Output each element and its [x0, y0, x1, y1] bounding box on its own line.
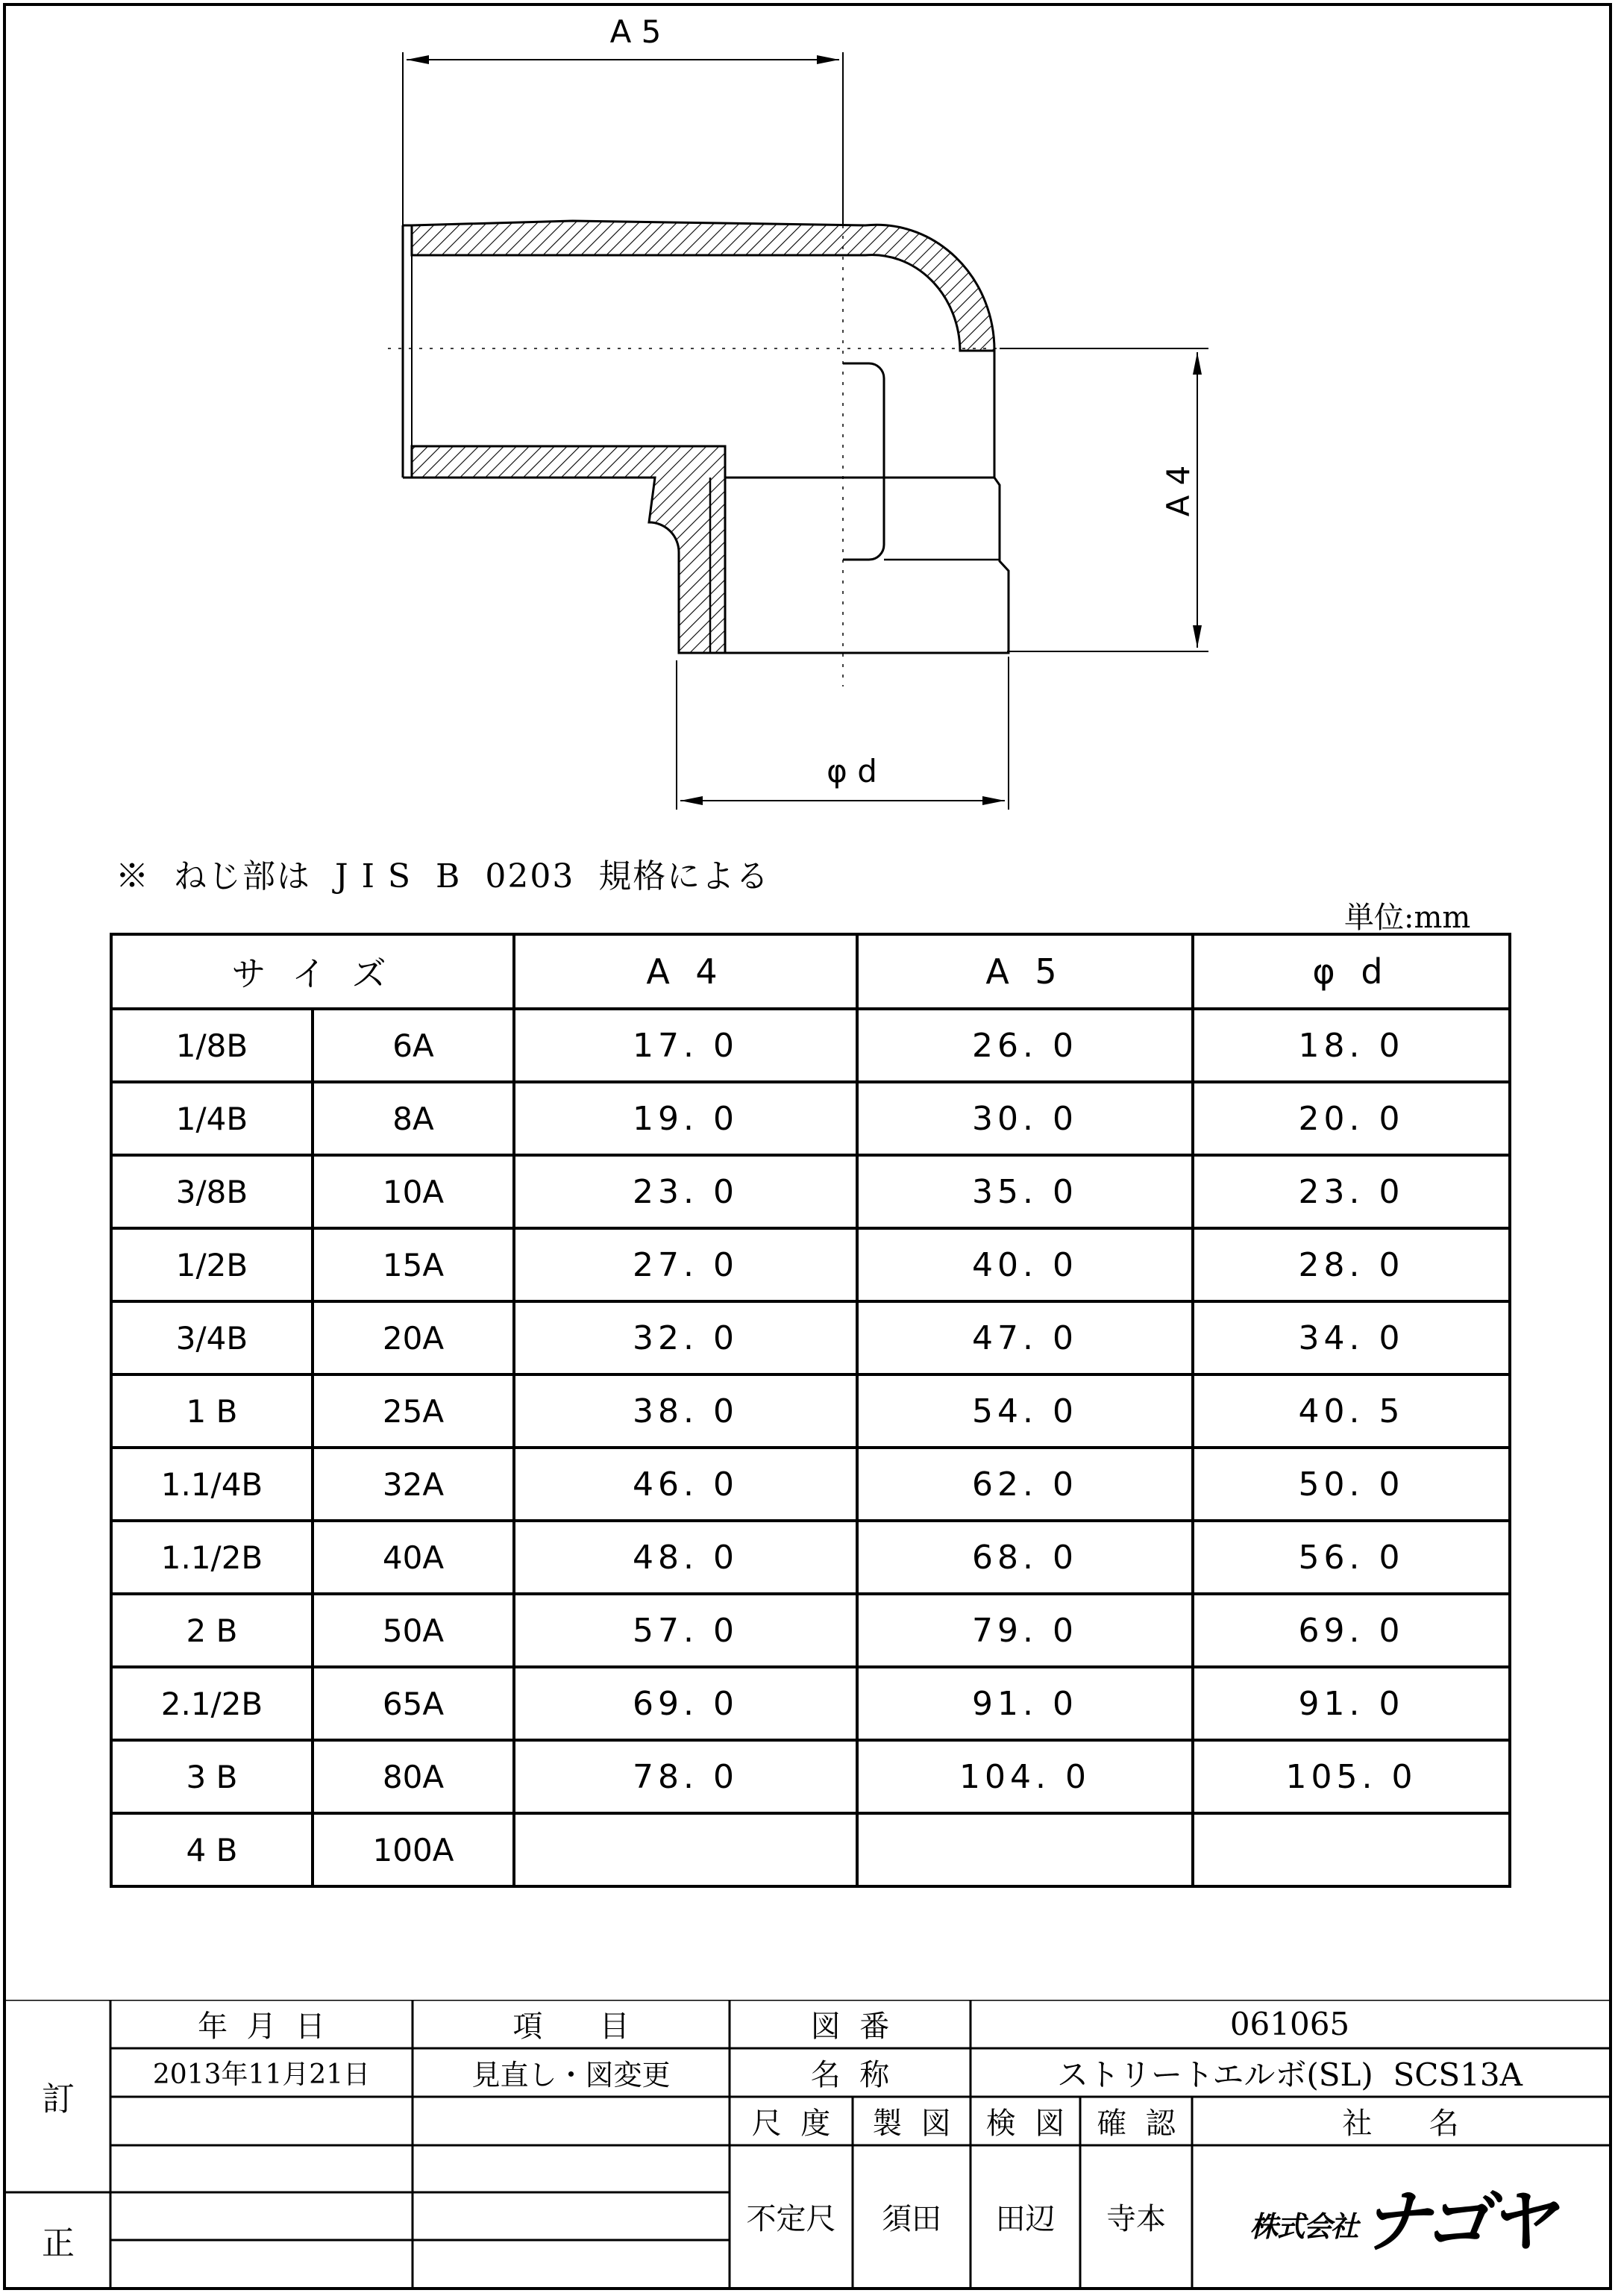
approved-label: 確 認: [1097, 2106, 1176, 2141]
size-mm-cell: 50A: [313, 1594, 514, 1667]
value-a5-cell: [857, 1813, 1193, 1886]
drawn-by: 須田: [882, 2201, 941, 2236]
value-d-cell: 20. 0: [1193, 1082, 1510, 1155]
revision-label-top: 訂: [42, 2080, 75, 2118]
company-label: 社 名: [1342, 2106, 1459, 2141]
company-logo-small: 株式会社: [1249, 2209, 1358, 2243]
table-row: [111, 1448, 1510, 1521]
size-inch-cell: 1.1/4B: [111, 1448, 313, 1521]
dim-d-label: φ d: [827, 753, 877, 789]
scale-label: 尺 度: [751, 2106, 831, 2141]
drawing-number: 061065: [1229, 2006, 1350, 2042]
value-a4-cell: 38. 0: [514, 1374, 857, 1448]
value-a4-cell: [514, 1813, 857, 1886]
value-a5-cell: 79. 0: [857, 1594, 1193, 1667]
size-mm-cell: 25A: [313, 1374, 514, 1448]
value-d-cell: 56. 0: [1193, 1521, 1510, 1594]
value-a5-cell: 91. 0: [857, 1667, 1193, 1740]
product-name: ストリートエルボ(SL) SCS13A: [1057, 2056, 1523, 2093]
value-a4-cell: 78. 0: [514, 1740, 857, 1813]
value-d-cell: 91. 0: [1193, 1667, 1510, 1740]
scale-value: 不定尺: [746, 2201, 836, 2236]
size-inch-cell: 2.1/2B: [111, 1667, 313, 1740]
value-d-cell: 69. 0: [1193, 1594, 1510, 1667]
table-row: [111, 1521, 1510, 1594]
value-a5-cell: 47. 0: [857, 1301, 1193, 1374]
elbow-cross-section-drawing: [0, 0, 1618, 836]
name-label: 名 称: [810, 2058, 890, 2092]
revision-item: 見直し・図変更: [471, 2059, 671, 2092]
table-row: [111, 1813, 1510, 1886]
size-inch-cell: 1/4B: [111, 1082, 313, 1155]
value-a4-cell: 23. 0: [514, 1155, 857, 1228]
size-mm-cell: 65A: [313, 1667, 514, 1740]
value-a5-cell: 62. 0: [857, 1448, 1193, 1521]
table-row: [111, 1667, 1510, 1740]
size-inch-cell: 3 B: [111, 1740, 313, 1813]
revision-date: 2013年11月21日: [152, 2059, 371, 2090]
drawing-number-label: 図 番: [810, 2009, 890, 2044]
table-row: [111, 1228, 1510, 1301]
value-a5-cell: 104. 0: [857, 1740, 1193, 1813]
unit-label: 単位:mm: [1344, 901, 1471, 935]
value-a4-cell: 32. 0: [514, 1301, 857, 1374]
size-inch-cell: 4 B: [111, 1813, 313, 1886]
dim-a5-label: A 5: [609, 13, 662, 50]
value-a5-cell: 68. 0: [857, 1521, 1193, 1594]
value-a4-cell: 17. 0: [514, 1009, 857, 1082]
value-d-cell: 18. 0: [1193, 1009, 1510, 1082]
checked-by: 田辺: [995, 2201, 1056, 2236]
value-a4-cell: 57. 0: [514, 1594, 857, 1667]
value-d-cell: 23. 0: [1193, 1155, 1510, 1228]
value-a5-cell: 26. 0: [857, 1009, 1193, 1082]
value-d-cell: 28. 0: [1193, 1228, 1510, 1301]
size-mm-cell: 32A: [313, 1448, 514, 1521]
size-inch-cell: 1 B: [111, 1374, 313, 1448]
value-a4-cell: 48. 0: [514, 1521, 857, 1594]
size-mm-cell: 6A: [313, 1009, 514, 1082]
size-inch-cell: 1.1/2B: [111, 1521, 313, 1594]
value-a5-cell: 30. 0: [857, 1082, 1193, 1155]
value-a5-cell: 35. 0: [857, 1155, 1193, 1228]
size-mm-cell: 20A: [313, 1301, 514, 1374]
value-d-cell: 34. 0: [1193, 1301, 1510, 1374]
value-a4-cell: 27. 0: [514, 1228, 857, 1301]
col-header-d: φ d: [1193, 934, 1510, 1009]
company-logo: [1192, 2145, 1609, 2287]
dimension-table: [110, 933, 1511, 1888]
table-row: [111, 1374, 1510, 1448]
value-a4-cell: 46. 0: [514, 1448, 857, 1521]
size-inch-cell: 1/2B: [111, 1228, 313, 1301]
title-block: [6, 2000, 1609, 2287]
size-mm-cell: 15A: [313, 1228, 514, 1301]
table-row: [111, 1594, 1510, 1667]
dim-a4-label: A 4: [1160, 465, 1197, 517]
table-row: [111, 1301, 1510, 1374]
size-mm-cell: 80A: [313, 1740, 514, 1813]
revision-label-bottom: 正: [42, 2224, 75, 2262]
table-row: [111, 1740, 1510, 1813]
value-d-cell: 50. 0: [1193, 1448, 1510, 1521]
company-logo-large: ナゴヤ: [1361, 2182, 1552, 2262]
value-a5-cell: 54. 0: [857, 1374, 1193, 1448]
checked-label: 検 図: [985, 2106, 1065, 2141]
size-mm-cell: 40A: [313, 1521, 514, 1594]
col-header-size: サ イ ズ: [111, 934, 514, 1009]
value-d-cell: [1193, 1813, 1510, 1886]
size-inch-cell: 3/8B: [111, 1155, 313, 1228]
col-header-a5: A 5: [857, 934, 1193, 1009]
size-inch-cell: 2 B: [111, 1594, 313, 1667]
size-inch-cell: 3/4B: [111, 1301, 313, 1374]
item-header: 項 目: [512, 2009, 630, 2044]
value-a5-cell: 40. 0: [857, 1228, 1193, 1301]
value-d-cell: 105. 0: [1193, 1740, 1510, 1813]
drawn-label: 製 図: [872, 2106, 951, 2141]
size-mm-cell: 10A: [313, 1155, 514, 1228]
date-header: 年 月 日: [198, 2009, 325, 2044]
thread-standard-note: ※ ねじ部は J I S B 0203 規格による: [116, 857, 771, 895]
table-header-row: [111, 934, 1510, 1009]
size-mm-cell: 100A: [313, 1813, 514, 1886]
col-header-a4: A 4: [514, 934, 857, 1009]
table-row: [111, 1009, 1510, 1082]
table-row: [111, 1082, 1510, 1155]
value-d-cell: 40. 5: [1193, 1374, 1510, 1448]
approved-by: 寺本: [1106, 2201, 1166, 2236]
size-mm-cell: 8A: [313, 1082, 514, 1155]
table-row: [111, 1155, 1510, 1228]
value-a4-cell: 69. 0: [514, 1667, 857, 1740]
value-a4-cell: 19. 0: [514, 1082, 857, 1155]
size-inch-cell: 1/8B: [111, 1009, 313, 1082]
